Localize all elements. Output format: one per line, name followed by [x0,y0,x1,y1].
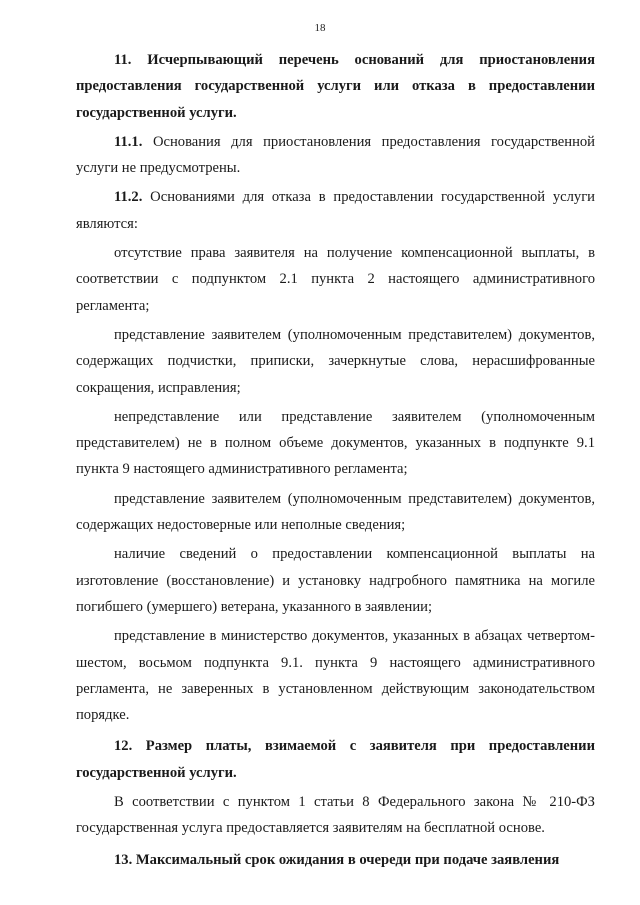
section-11-2-paragraph [76,184,595,237]
section-13-heading: 13. Максимальный срок ожидания в очереди при подаче заявления [114,851,560,868]
refusal-ground-1: отсутствие права заявителя на получение компенсационной выплаты, в соответствии с подпунктом 2.1 пункта 2 настоящего административного регламента; [76,245,595,314]
refusal-ground-4: представление заявителем (уполномоченным представителем) документов, содержащих недостоверные или неполные сведения; [76,490,595,534]
section-11-1-number: 11.1. [114,133,143,150]
refusal-ground-2: представление заявителем (уполномоченным представителем) документов, содержащих подчистки, приписки, зачеркнутые слова, нерасшифрованные сокращения, исправления; [76,326,595,396]
section-11-heading: 11. Исчерпывающий перечень оснований для приостановления предоставления государственной услуги или отказа в предоставлении государственной услуги. [76,52,595,121]
section-11-1-text: Основания для приостановления предоставления государственной услуги не предусмотрены. [76,133,595,177]
section-11-2-text: Основаниями для отказа в предоставлении государственной услуги являются: [76,189,595,232]
refusal-ground-3: непредставление или представление заявителем (уполномоченным представителем) не в полном объеме документов, указанных в подпункте 9.1 пункта 9 настоящего административного регламента; [76,408,595,478]
section-12-heading: 12. Размер платы, взимаемой с заявителя при предоставлении государственной услуги. [76,738,595,781]
refusal-ground-6: представление в министерство документов, указанных в абзацах четвертом-шестом, восьмом подпункта 9.1. пункта 9 настоящего административного регламента, не заверенных в установленном действующим законодательством порядке. [76,628,595,724]
section-11-1-paragraph [76,129,595,182]
page-number: 18 [314,22,326,34]
document-body [76,47,595,873]
refusal-ground-5: наличие сведений о предоставлении компенсационной выплаты на изготовление (восстановление) и установку надгробного памятника на могиле погибшего (умершего) ветерана, указанного в заявлении; [76,546,595,615]
section-11-2-number: 11.2. [114,189,143,206]
section-12-text: В соответствии с пунктом 1 статьи 8 Федерального закона № 210-ФЗ государственная услуга предоставляется заявителям на бесплатной основе. [76,794,595,837]
